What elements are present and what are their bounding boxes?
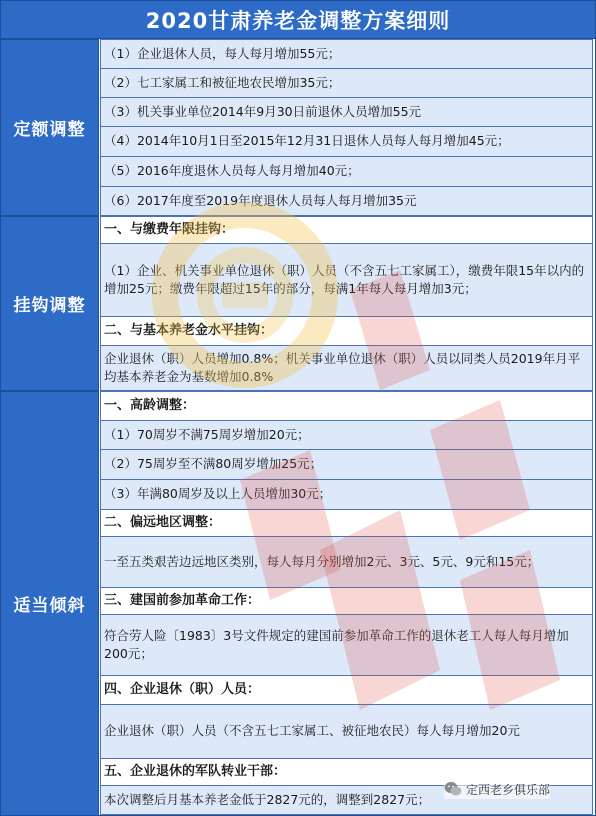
age-row-text: （2）75周岁至不满80周岁增加25元； bbox=[104, 456, 323, 472]
heading-text: 一、与缴费年限挂钩： bbox=[104, 221, 235, 237]
tilted-heading-2 bbox=[100, 509, 593, 537]
fixed-row-text: （1）企业退休人员，每人每月增加55元； bbox=[104, 45, 341, 61]
linked-paragraph-1 bbox=[100, 243, 593, 317]
source-watermark-text: 定西老乡俱乐部 bbox=[466, 782, 551, 797]
heading-text: 三、建国前参加革命工作： bbox=[104, 592, 261, 608]
revolution-paragraph bbox=[100, 614, 593, 676]
remote-area-paragraph bbox=[100, 536, 593, 588]
paragraph-text: 企业退休（职）人员（不含五七工家属工、被征地农民）每人每月增加20元 bbox=[104, 723, 520, 739]
fixed-row-2 bbox=[100, 68, 593, 98]
paragraph-text: 企业退休（职）人员增加0.8%；机关事业单位退休（职）人员以同类人员2019年月平均基本养老金为基数增加0.8% bbox=[104, 350, 581, 384]
wechat-icon bbox=[444, 781, 462, 797]
heading-text: 一、高龄调整： bbox=[104, 397, 196, 413]
age-row-3 bbox=[100, 479, 593, 510]
linked-heading-2 bbox=[100, 316, 593, 346]
fixed-row-text: （2）七工家属工和被征地农民增加35元； bbox=[104, 74, 341, 90]
paragraph-text: 符合劳人险〔1983〕3号文件规定的建国前参加革命工作的退休老工人每人每月增加200元； bbox=[104, 627, 569, 661]
section-label-linked: 挂钩调整 bbox=[0, 216, 99, 391]
heading-text: 五、企业退休的军队转业干部： bbox=[104, 763, 287, 779]
fixed-row-text: （4）2014年10月1日至2015年12月31日退休人员每人每月增加45元； bbox=[104, 133, 510, 149]
section-label-tilted: 适当倾斜 bbox=[0, 391, 99, 816]
fixed-row-text: （5）2016年度退休人员每人每月增加40元； bbox=[104, 163, 360, 179]
fixed-row-1 bbox=[100, 39, 593, 69]
linked-paragraph-2 bbox=[100, 345, 593, 391]
fixed-row-5 bbox=[100, 156, 593, 187]
page-title: 2020甘肃养老金调整方案细则 bbox=[0, 0, 596, 39]
tilted-heading-1 bbox=[100, 391, 593, 421]
age-row-text: （3）年满80周岁及以上人员增加30元； bbox=[104, 486, 332, 502]
tilted-heading-3 bbox=[100, 587, 593, 615]
heading-text: 二、偏远地区调整： bbox=[104, 514, 222, 530]
section-label-fixed: 定额调整 bbox=[0, 39, 99, 216]
tilted-heading-4 bbox=[100, 675, 593, 705]
paragraph-text: 一至五类艰苦边远地区类别，每人每月分别增加2元、3元、5元、9元和15元； bbox=[104, 553, 540, 569]
age-row-2 bbox=[100, 449, 593, 480]
fixed-row-6 bbox=[100, 186, 593, 216]
fixed-row-text: （3）机关事业单位2014年9月30日前退休人员增加55元 bbox=[104, 103, 422, 119]
enterprise-retiree-paragraph bbox=[100, 704, 593, 759]
fixed-row-text: （6）2017年度至2019年度退休人员每人每月增加35元 bbox=[104, 192, 417, 208]
paragraph-text: （1）企业、机关事业单位退休（职）人员（不含五七工家属工），缴费年限15年以内的增加25元；缴费年限超过15年的部分，每满1年每人每月增加3元； bbox=[104, 262, 585, 296]
age-row-1 bbox=[100, 420, 593, 450]
heading-text: 二、与基本养老金水平挂钩： bbox=[104, 322, 274, 338]
fixed-row-3 bbox=[100, 97, 593, 127]
linked-heading-1 bbox=[100, 216, 593, 244]
age-row-text: （1）70周岁不满75周岁增加20元； bbox=[104, 426, 310, 442]
heading-text: 四、企业退休（职）人员： bbox=[104, 681, 261, 697]
paragraph-text: 本次调整后月基本养老金低于2827元的，调整到2827元； bbox=[104, 791, 431, 807]
source-watermark bbox=[444, 779, 550, 799]
fixed-row-4 bbox=[100, 126, 593, 157]
